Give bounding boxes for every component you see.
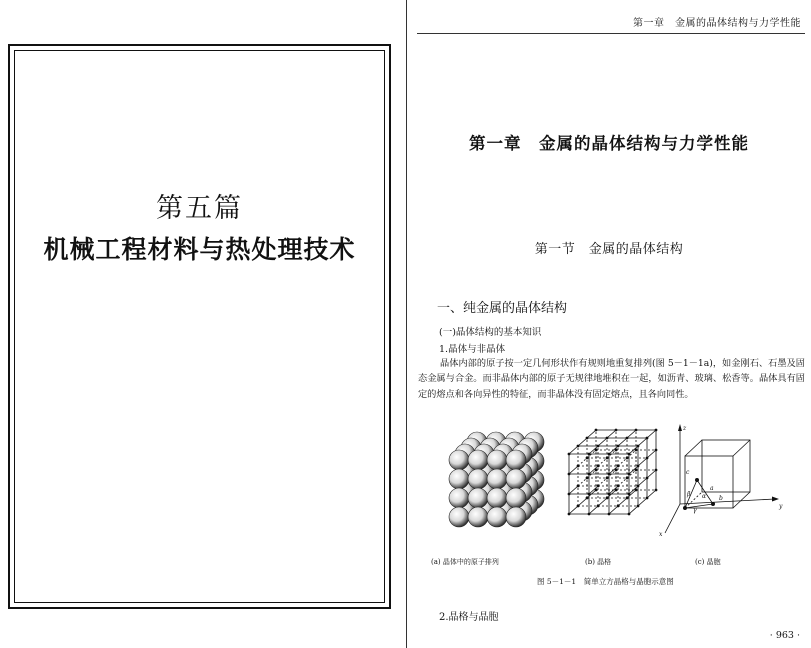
- lattice-line: [638, 458, 647, 466]
- lattice-line: [629, 506, 638, 514]
- part-title-frame: [8, 44, 391, 609]
- lattice-line: [569, 446, 578, 454]
- lattice-line: [598, 458, 607, 466]
- lattice-node: [628, 513, 631, 516]
- atom-sphere: [506, 469, 526, 489]
- lattice-node: [586, 437, 589, 440]
- lattice-node: [608, 513, 611, 516]
- lattice-line: [607, 430, 616, 438]
- right-page: [407, 0, 811, 648]
- lattice-node: [597, 465, 600, 468]
- left-page: [0, 0, 405, 648]
- lattice-node: [646, 477, 649, 480]
- unit-cell-axis-labels: [659, 425, 783, 538]
- lattice-node: [655, 429, 658, 432]
- lattice-line: [569, 486, 578, 494]
- lattice-node: [597, 445, 600, 448]
- subcaption-c: (c) 晶胞: [695, 558, 721, 566]
- lattice-node: [626, 477, 629, 480]
- lattice-node: [637, 465, 640, 468]
- lattice-line: [578, 478, 587, 486]
- lattice-node: [577, 485, 580, 488]
- lattice-node: [615, 429, 618, 432]
- atom-sphere: [468, 469, 488, 489]
- lattice-line: [638, 478, 647, 486]
- lattice-line: [589, 506, 598, 514]
- lattice-node: [617, 505, 620, 508]
- lattice-node: [586, 457, 589, 460]
- lattice-node: [646, 497, 649, 500]
- atom-sphere: [506, 450, 526, 470]
- lattice-node: [655, 469, 658, 472]
- lattice-line: [647, 450, 656, 458]
- lattice-line: [618, 438, 627, 446]
- lattice-node: [655, 449, 658, 452]
- axis-label-alpha: α: [702, 493, 707, 500]
- lattice-line: [578, 498, 587, 506]
- lattice-line: [609, 506, 618, 514]
- lattice-node: [577, 445, 580, 448]
- axis-label-beta: β: [687, 491, 691, 498]
- running-head: 第一章 金属的晶体结构与力学性能: [633, 18, 801, 29]
- lattice-node: [568, 513, 571, 516]
- atom-sphere: [487, 488, 507, 508]
- lattice-line: [638, 498, 647, 506]
- lattice-line: [598, 478, 607, 486]
- lattice-node: [595, 429, 598, 432]
- lattice-node: [608, 453, 611, 456]
- page-number: · 963 ·: [769, 630, 800, 641]
- axis-label-y: y: [779, 503, 783, 510]
- atom-sphere: [468, 488, 488, 508]
- lattice-node: [628, 453, 631, 456]
- lattice-node: [586, 477, 589, 480]
- lattice-node: [606, 497, 609, 500]
- atom-sphere: [468, 450, 488, 470]
- lattice-node: [626, 457, 629, 460]
- atom-sphere: [468, 507, 488, 527]
- figure-crystal-lattice: [427, 418, 807, 594]
- lattice-line: [569, 506, 578, 514]
- axis-label-b: b: [719, 495, 723, 502]
- lattice-node: [646, 457, 649, 460]
- lattice-node: [628, 473, 631, 476]
- axis-label-gamma: γ: [693, 507, 697, 514]
- atom-sphere: [449, 469, 469, 489]
- lattice-node: [637, 485, 640, 488]
- axis-label-c: c: [686, 469, 690, 476]
- lattice-node: [626, 437, 629, 440]
- body-paragraph: 晶体内部的原子按一定几何形状作有规则地重复排列(图 5－1－1a)，如金刚石、石墨及固态金属与合金。而非晶体内部的原子无规律地堆积在一起，如沥青、玻璃、松香等。晶体具有固定的熔点和各向异性的特征，而非晶体没有固定熔点，且各向同性。: [418, 358, 805, 400]
- lattice-line: [578, 458, 587, 466]
- figure-caption: 图 5－1－1 简单立方晶格与晶胞示意图: [537, 577, 674, 586]
- part-title: 机械工程材料与热处理技术: [43, 235, 356, 264]
- lattice-node: [608, 473, 611, 476]
- lattice-node: [606, 437, 609, 440]
- atom-sphere: [487, 450, 507, 470]
- heading-level-2: (一)晶体结构的基本知识: [439, 327, 542, 338]
- subcaption-b: (b) 晶格: [585, 558, 612, 566]
- lattice-node: [637, 505, 640, 508]
- lattice-node: [637, 445, 640, 448]
- lattice-node: [608, 493, 611, 496]
- section-title: 第一节 金属的晶体结构: [534, 242, 684, 257]
- lattice-node: [626, 497, 629, 500]
- atom-sphere: [506, 507, 526, 527]
- lattice-line: [647, 490, 656, 498]
- atom-sphere: [487, 507, 507, 527]
- lattice-line: [618, 498, 627, 506]
- lattice-node: [628, 493, 631, 496]
- unit-cell-drawing: [665, 424, 779, 533]
- lattice-node: [588, 513, 591, 516]
- part-title-inner-frame: [14, 50, 385, 603]
- heading-level-1: 一、纯金属的晶体结构: [437, 301, 568, 316]
- atom-sphere: [506, 488, 526, 508]
- heading-level-3: 1.晶体与非晶体: [439, 344, 506, 355]
- lattice-node: [586, 497, 589, 500]
- lattice-node: [617, 485, 620, 488]
- lattice-line: [598, 498, 607, 506]
- lattice-node: [646, 437, 649, 440]
- heading-level-3-next: 2.晶格与晶胞: [439, 612, 499, 623]
- atom-sphere: [487, 469, 507, 489]
- figure-illustration: [427, 418, 807, 558]
- atom-packing-drawing: [449, 432, 544, 527]
- lattice-node: [617, 445, 620, 448]
- lattice-line: [638, 438, 647, 446]
- lattice-line: [618, 478, 627, 486]
- lattice-node: [597, 485, 600, 488]
- lattice-node: [568, 493, 571, 496]
- lattice-line: [627, 430, 636, 438]
- lattice-node: [597, 505, 600, 508]
- lattice-node: [655, 489, 658, 492]
- lattice-line: [647, 430, 656, 438]
- lattice-drawing: [568, 429, 658, 516]
- lattice-node: [568, 473, 571, 476]
- lattice-line: [569, 466, 578, 474]
- atom-sphere: [449, 507, 469, 527]
- part-number: 第五篇: [156, 193, 243, 224]
- chapter-title: 第一章 金属的晶体结构与力学性能: [469, 134, 749, 153]
- lattice-node: [577, 505, 580, 508]
- header-rule: [417, 33, 805, 34]
- lattice-line: [587, 430, 596, 438]
- atom-sphere: [449, 450, 469, 470]
- lattice-node: [606, 477, 609, 480]
- lattice-node: [588, 493, 591, 496]
- lattice-node: [568, 453, 571, 456]
- axis-label-x: x: [659, 531, 663, 538]
- lattice-line: [598, 438, 607, 446]
- axis-label-z: z: [683, 425, 687, 432]
- subcaption-a: (a) 晶体中的原子排列: [431, 558, 499, 566]
- lattice-node: [588, 453, 591, 456]
- lattice-line: [578, 438, 587, 446]
- axis-label-a: a: [710, 485, 714, 492]
- lattice-node: [588, 473, 591, 476]
- atom-sphere: [449, 488, 469, 508]
- lattice-node: [606, 457, 609, 460]
- lattice-line: [647, 470, 656, 478]
- lattice-node: [635, 429, 638, 432]
- lattice-node: [577, 465, 580, 468]
- lattice-line: [618, 458, 627, 466]
- lattice-node: [617, 465, 620, 468]
